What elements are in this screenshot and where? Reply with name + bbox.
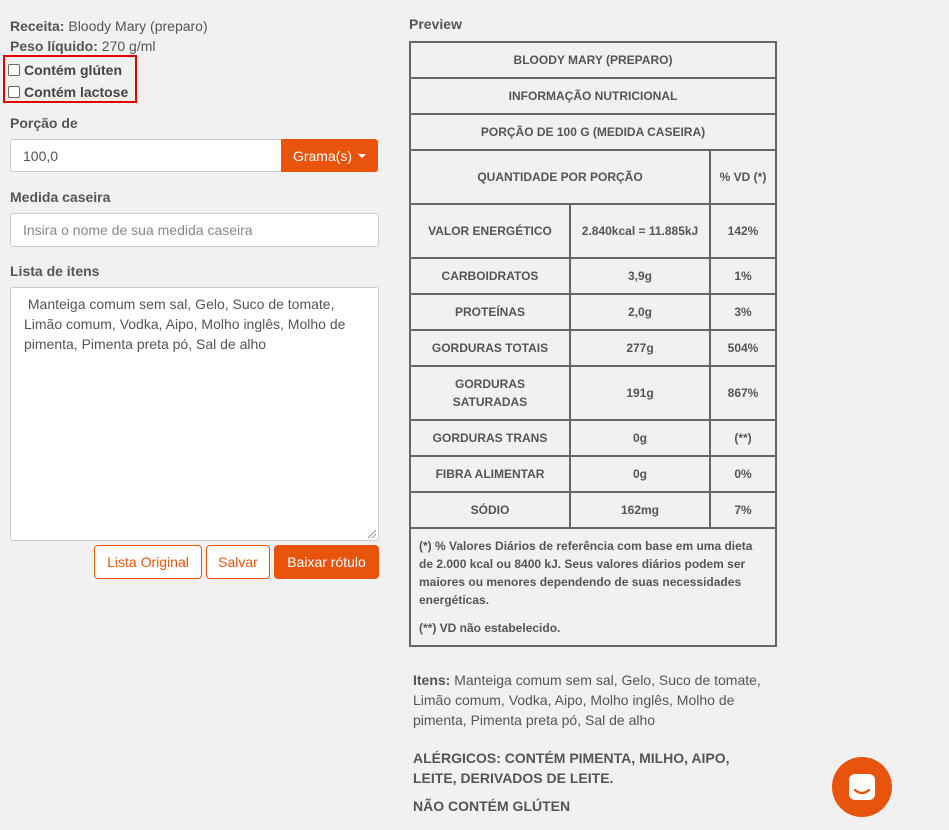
nutrient-qty: 162mg	[570, 492, 710, 528]
nutrient-qty: 2.840kcal = 11.885kJ	[570, 204, 710, 258]
nutrient-name: GORDURAS TRANS	[410, 420, 570, 456]
items-textarea-value: Manteiga comum sem sal, Gelo, Suco de tomate, Limão comum, Vodka, Aipo, Molho inglês, Molho de pimenta, Pimenta preta pó, Sal de alho	[24, 296, 350, 352]
recipe-title-cell: BLOODY MARY (PREPARO)	[410, 42, 776, 78]
save-button[interactable]: Salvar	[206, 545, 270, 579]
recipe-name-line	[10, 16, 380, 36]
nutrient-vd: 7%	[710, 492, 776, 528]
nutrient-name: VALOR ENERGÉTICO	[410, 204, 570, 258]
measure-input[interactable]: Insira o nome de sua medida caseira	[10, 213, 379, 247]
portion-label: Porção de	[10, 115, 78, 131]
table-header-row	[410, 114, 776, 150]
daily-values-note: (*) % Valores Diários de referência com base em uma dieta de 2.000 kcal ou 8400 kJ. Seus valores diários podem ser maiores ou menores dependendo de suas necessidades energéticas.	[419, 539, 753, 607]
items-summary-label: Itens:	[413, 672, 451, 688]
nutrient-name: CARBOIDRATOS	[410, 258, 570, 294]
table-row	[410, 366, 776, 420]
download-label-button[interactable]: Baixar rótulo	[274, 545, 379, 579]
items-list-label: Lista de itens	[10, 263, 100, 279]
resize-handle-icon[interactable]	[368, 530, 376, 538]
lactose-checkbox-label[interactable]: Contém lactose	[24, 84, 129, 100]
nutrient-vd: 1%	[710, 258, 776, 294]
preview-title: Preview	[409, 16, 462, 32]
nutrient-name: GORDURAS TOTAIS	[410, 330, 570, 366]
gluten-checkbox[interactable]	[8, 64, 20, 76]
recipe-info	[10, 16, 380, 56]
nutrition-table	[409, 41, 777, 647]
nutrient-vd: 3%	[710, 294, 776, 330]
lactose-checkbox-row[interactable]	[8, 81, 135, 103]
table-row	[410, 204, 776, 258]
items-summary	[413, 670, 773, 730]
allergen-checkboxes	[3, 55, 137, 103]
portion-cell: PORÇÃO DE 100 G (MEDIDA CASEIRA)	[410, 114, 776, 150]
nutrient-vd: 142%	[710, 204, 776, 258]
vd-not-established-note: (**) VD não estabelecido.	[419, 621, 561, 635]
gluten-text: NÃO CONTÉM GLÚTEN	[413, 798, 571, 814]
vd-column-header: % VD (*)	[710, 150, 776, 204]
qty-column-header: QUANTIDADE POR PORÇÃO	[410, 150, 710, 204]
chevron-down-icon	[358, 154, 366, 158]
table-notes-row	[410, 528, 776, 646]
items-summary-value: Manteiga comum sem sal, Gelo, Suco de tomate, Limão comum, Vodka, Aipo, Molho inglês, Molho de pimenta, Pimenta preta pó, Sal de alho	[413, 672, 761, 728]
unit-dropdown[interactable]	[281, 139, 378, 172]
table-row	[410, 456, 776, 492]
chat-button[interactable]	[832, 757, 892, 817]
chat-icon	[848, 773, 876, 801]
nutrient-qty: 277g	[570, 330, 710, 366]
recipe-name-label: Receita:	[10, 18, 65, 34]
nutrient-name: FIBRA ALIMENTAR	[410, 456, 570, 492]
table-row	[410, 420, 776, 456]
nutrient-vd: 0%	[710, 456, 776, 492]
lactose-checkbox[interactable]	[8, 86, 20, 98]
nutrient-qty: 0g	[570, 420, 710, 456]
nutrient-name: PROTEÍNAS	[410, 294, 570, 330]
nutrient-name: GORDURAS SATURADAS	[410, 366, 570, 420]
measure-label: Medida caseira	[10, 189, 111, 205]
gluten-checkbox-row[interactable]	[8, 59, 135, 81]
table-row	[410, 294, 776, 330]
recipe-weight-value: 270 g/ml	[101, 38, 156, 54]
table-column-headers	[410, 150, 776, 204]
table-header-row	[410, 78, 776, 114]
nutrient-qty: 0g	[570, 456, 710, 492]
nutrient-name: SÓDIO	[410, 492, 570, 528]
table-header-row	[410, 42, 776, 78]
nutrient-vd: 504%	[710, 330, 776, 366]
table-notes	[410, 528, 776, 646]
table-row	[410, 492, 776, 528]
nutrient-vd: (**)	[710, 420, 776, 456]
nutrient-qty: 191g	[570, 366, 710, 420]
nutrition-info-cell: INFORMAÇÃO NUTRICIONAL	[410, 78, 776, 114]
items-textarea[interactable]	[10, 287, 379, 541]
original-list-button[interactable]: Lista Original	[94, 545, 202, 579]
gluten-checkbox-label[interactable]: Contém glúten	[24, 62, 122, 78]
unit-dropdown-label: Grama(s)	[292, 147, 353, 164]
table-row	[410, 330, 776, 366]
recipe-weight-label: Peso líquido:	[10, 38, 98, 54]
nutrient-vd: 867%	[710, 366, 776, 420]
recipe-name-value: Bloody Mary (preparo)	[68, 18, 208, 34]
nutrient-qty: 2,0g	[570, 294, 710, 330]
allergens-text: ALÉRGICOS: CONTÉM PIMENTA, MILHO, AIPO, LEITE, DERIVADOS DE LEITE.	[413, 750, 730, 786]
table-row	[410, 258, 776, 294]
recipe-weight-line	[10, 36, 380, 56]
portion-input[interactable]: 100,0	[10, 139, 282, 172]
nutrient-qty: 3,9g	[570, 258, 710, 294]
